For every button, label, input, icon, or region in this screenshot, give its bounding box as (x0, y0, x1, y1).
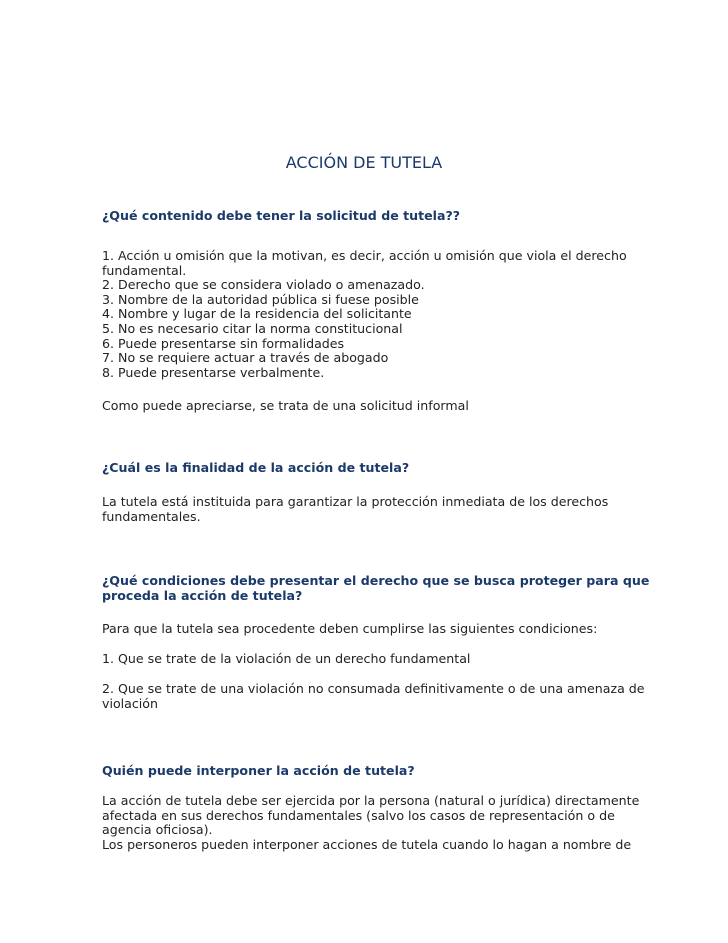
paragraph-line: Los personeros pueden interponer acciones de tutela cuando lo hagan a nombre de (102, 836, 632, 852)
section3-condition2 (102, 681, 645, 711)
paragraph-line: violación (102, 695, 158, 711)
list-line: 3. Nombre de la autoridad pública si fuese posible (102, 291, 419, 307)
list-line: 7. No se requiere actuar a través de abogado (102, 350, 389, 366)
section3-heading (102, 573, 650, 603)
document-title: ACCIÓN DE TUTELA (285, 153, 443, 172)
paragraph-line: agencia oficiosa). (102, 822, 213, 838)
paragraph-line: La acción de tutela debe ser ejercida por la persona (natural o jurídica) directamente (102, 793, 640, 808)
list-line: fundamental. (102, 262, 187, 278)
heading-line: proceda la acción de tutela? (102, 587, 303, 603)
paragraph-line: La tutela está instituida para garantizar la protección inmediata de los derechos (102, 494, 609, 509)
paragraph-line: fundamentales. (102, 508, 201, 524)
section4-heading: Quién puede interponer la acción de tutela? (102, 763, 415, 778)
list-line: 8. Puede presentarse verbalmente. (102, 364, 325, 380)
section3-condition1: 1. Que se trate de la violación de un derecho fundamental (102, 651, 471, 666)
list-line: 2. Derecho que se considera violado o amenazado. (102, 277, 425, 293)
section2-body (102, 495, 622, 524)
heading-line: ¿Qué condiciones debe presentar el derecho que se busca proteger para que (102, 573, 650, 588)
section1-conclusion: Como puede apreciarse, se trata de una solicitud informal (102, 398, 469, 413)
section2-heading: ¿Cuál es la finalidad de la acción de tutela? (102, 460, 410, 475)
section4-body (102, 793, 640, 852)
list-line: 4. Nombre y lugar de la residencia del solicitante (102, 306, 412, 322)
section3-intro: Para que la tutela sea procedente deben cumplirse las siguientes condiciones: (102, 621, 598, 636)
paragraph-line: 2. Que se trate de una violación no consumada definitivamente o de una amenaza de (102, 681, 645, 696)
section1-list (102, 248, 627, 380)
paragraph-line: afectada en sus derechos fundamentales (salvo los casos de representación o de (102, 807, 615, 823)
list-line: 6. Puede presentarse sin formalidades (102, 335, 345, 351)
list-line: 1. Acción u omisión que la motivan, es decir, acción u omisión que viola el derecho (102, 248, 627, 263)
section1-heading: ¿Qué contenido debe tener la solicitud de tutela?? (102, 208, 461, 223)
list-line: 5. No es necesario citar la norma constitucional (102, 320, 403, 336)
